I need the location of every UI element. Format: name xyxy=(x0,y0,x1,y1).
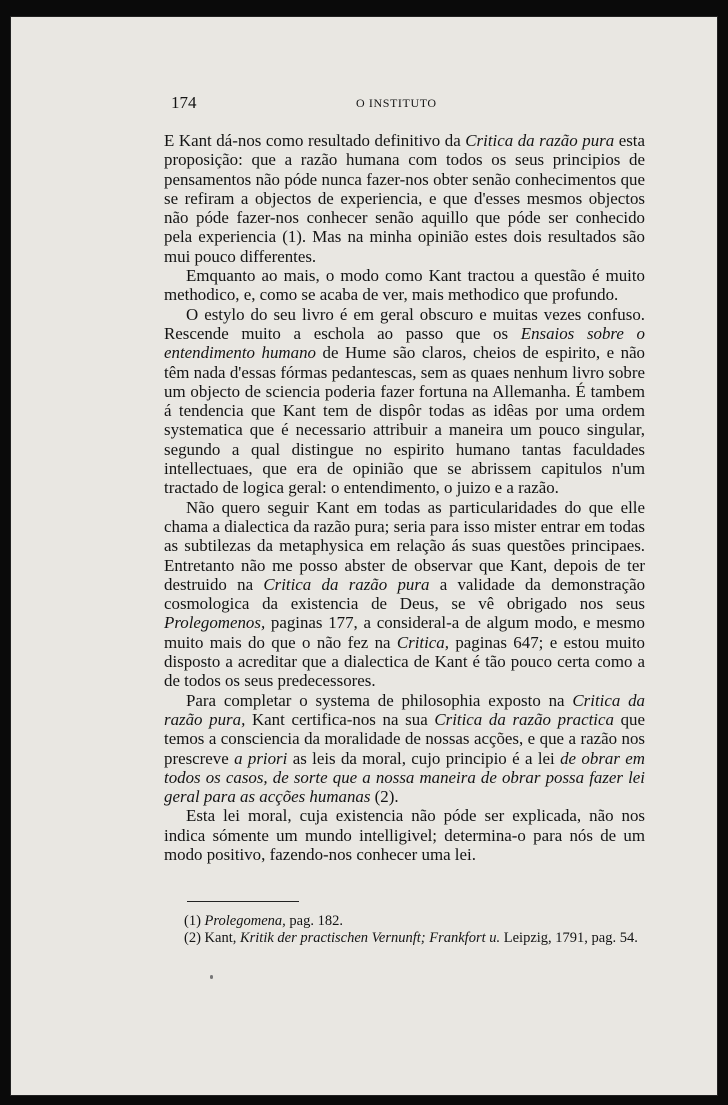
text-run: esta proposição: que a razão humana com todos os seus principios de pensamentos não póde nunca fazer-nos obter senão conhecimentos que se refiram a objectos de experiencia, e que d'esses mesmos objectos não póde fazer-nos conhecer senão aquillo que póde ser conhecido pela experiencia (1). Mas na minha opinião estes dois resultados são mui pouco differentes. xyxy=(164,131,645,266)
footnote-divider xyxy=(187,901,299,902)
paragraph xyxy=(164,498,645,691)
text-run: paginas 647; e estou muito disposto a acreditar que a dialectica de Kant é tão pouco certa como a de todos os seus predecessores. xyxy=(164,632,645,691)
text-run: paginas 177, a consideral-a de algum modo, e mesmo muito mais do que o não fez na xyxy=(164,613,645,652)
footnotes xyxy=(164,913,645,946)
footnote xyxy=(164,930,645,947)
text-run: O estylo do seu livro é em geral obscuro e muitas vezes confuso. Rescende muito a eschola ao passo que os xyxy=(164,304,645,343)
page-header xyxy=(171,93,651,117)
italic-text: Prolegomena, xyxy=(204,913,286,929)
italic-text: Kritik der practischen Vernunft; Frankfort u. xyxy=(239,929,501,946)
text-run: Kant certifica-nos na sua xyxy=(245,709,435,729)
italic-text: Critica da razão pura xyxy=(263,574,430,594)
text-run: que temos a consciencia da moralidade de nossas acções, e que a razão nos prescreve xyxy=(164,709,645,768)
paragraph xyxy=(164,266,645,305)
paragraph xyxy=(164,305,645,498)
text-run: (1) xyxy=(184,913,205,929)
text-run: as leis da moral, cujo principio é a lei xyxy=(287,748,561,768)
paragraph xyxy=(164,691,645,807)
italic-text: Critica da razão pura xyxy=(465,131,615,150)
italic-text: Critica da razão practica xyxy=(434,709,614,729)
paper-speck xyxy=(210,975,213,979)
italic-text: Critica, xyxy=(396,632,449,652)
paragraph xyxy=(164,131,645,266)
text-run: Esta lei moral, cuja existencia não póde ser explicada, não nos indica sómente um mundo intelligivel; determina-o para nós de um modo positivo, fazendo-nos conhecer uma lei. xyxy=(164,806,645,864)
text-run: (2). xyxy=(370,787,399,807)
text-run: pag. 182. xyxy=(285,913,343,929)
text-run: Para completar o systema de philosophia exposto na xyxy=(186,690,573,710)
paragraph xyxy=(164,806,645,864)
text-run: a validade da demonstração cosmologica da existencia de Deus, se vê obrigado nos seus xyxy=(164,574,646,614)
italic-text: Critica da razão pura, xyxy=(164,690,645,729)
running-title: O INSTITUTO xyxy=(356,96,437,110)
text-run: Leipzig, 1791, pag. 54. xyxy=(500,929,638,946)
page-number: 174 xyxy=(171,93,197,112)
text-run: (2) Kant, xyxy=(184,929,240,946)
body-text xyxy=(164,131,645,864)
italic-text: de obrar em todos os casos, de sorte que a nossa maneira de obrar possa fazer lei geral para as acções humanas xyxy=(164,748,645,807)
italic-text: Ensaios sobre o entendimento humano xyxy=(164,323,645,363)
text-run: Não quero seguir Kant em todas as particularidades do que elle chama a dialectica da razão pura; seria para isso mister entrar em todas as subtilezas da metaphysica em relação ás suas questões principaes. Entretanto não me posso abster de observar que Kant, depois de ter destruido na xyxy=(164,497,645,594)
italic-text: Prolegomenos, xyxy=(164,613,266,633)
text-run: de Hume são claros, cheios de espirito, e não têm nada d'essas fórmas pedantescas, sem as quaes nenhum livro sobre um objecto de sciencia poderia fazer fortuna na Allemanha. É tambem á tendencia que Kant tem de dispôr todas as idêas por uma ordem systematica que é necessario attribuir a maneira um pouco singular, segundo a qual distingue no espirito humano tantas faculdades intellectuaes, que era de opinião que se abrissem capitulos n'um tractado de logica geral: o entendimento, o juizo e a razão. xyxy=(164,343,646,498)
book-page xyxy=(10,16,718,1096)
text-run: E Kant dá-nos como resultado definitivo da xyxy=(164,131,466,150)
text-run: Emquanto ao mais, o modo como Kant tractou a questão é muito methodico, e, como se acaba de ver, mais methodico que profundo. xyxy=(164,266,645,305)
footnote xyxy=(164,913,645,930)
italic-text: a priori xyxy=(234,748,288,768)
